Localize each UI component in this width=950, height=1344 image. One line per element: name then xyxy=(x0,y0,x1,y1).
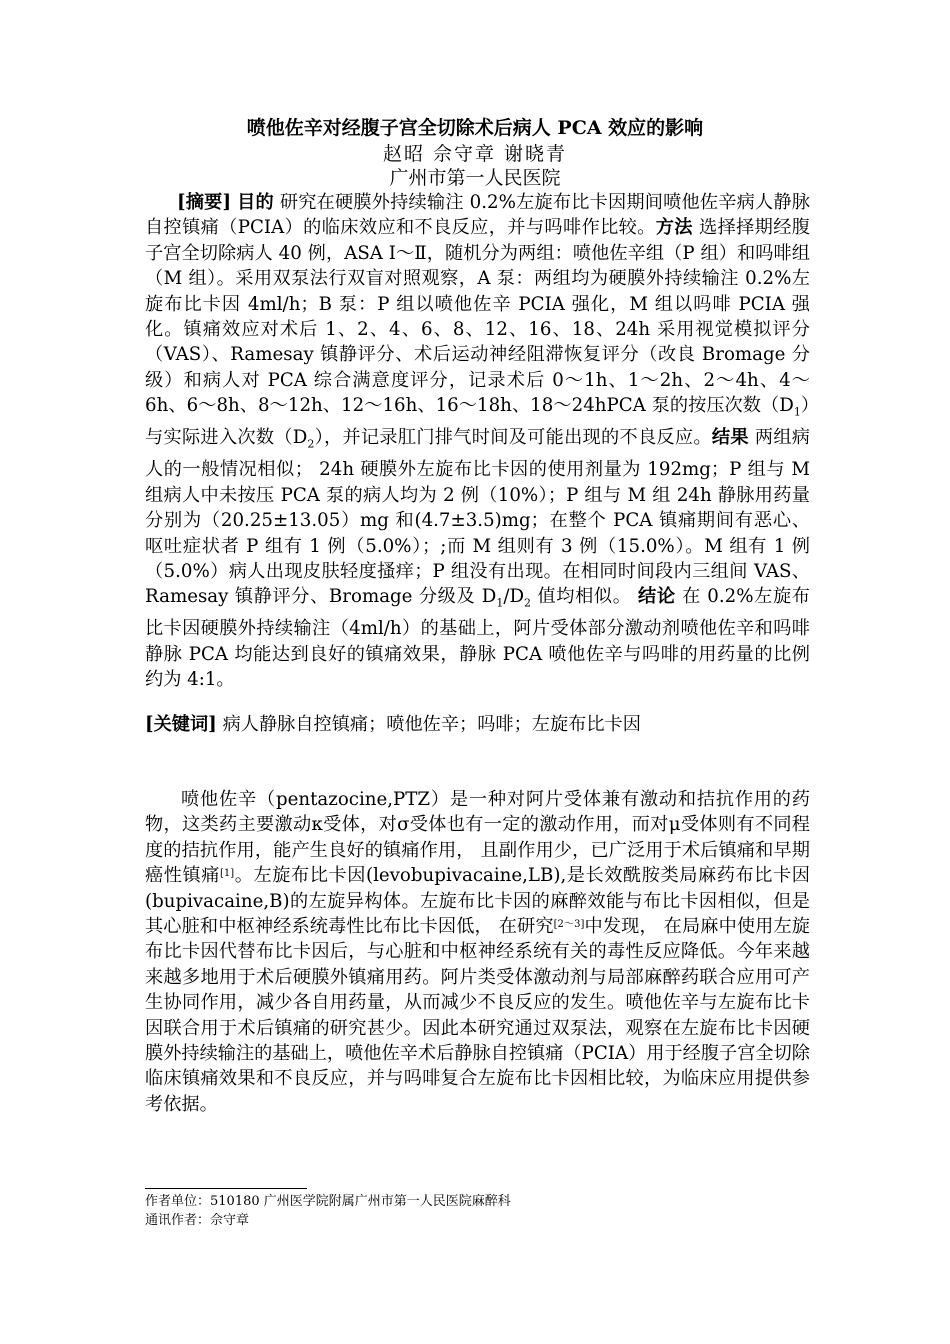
reference-1: [1] xyxy=(220,868,235,880)
paper-affiliation: 广州市第一人民医院 xyxy=(389,167,561,189)
intro-text-2: 。左旋布比卡因(levobupivacaine,LB),是长效酰胺类局麻药布比卡因(bupivacaine,B)的左旋异构体。左旋布比卡因的麻醉效能与布比卡因相似，但是其心脏和中枢神经系统毒性比布比卡因低， 在研究 xyxy=(145,865,810,938)
result-label: 结果 xyxy=(711,427,749,449)
footnote-author-unit: 作者单位：510180 广州医学院附属广州市第一人民医院麻醉科 xyxy=(145,1194,511,1209)
reference-2: [2～3] xyxy=(553,919,585,931)
keywords-line xyxy=(145,712,810,737)
purpose-text: 研究在硬膜外持续输注 0.2%左旋布比卡因期间喷他佐辛病人静脉自控镇痛（PCIA）的临床效应和不良反应，并与吗啡作比较。 xyxy=(145,192,810,239)
method-text: 选择择期经腹子宫全切除病人 40 例，ASA Ⅰ～Ⅱ，随机分为两组：喷他佐辛组（P 组）和吗啡组（M 组）。采用双泵法行双盲对照观察，A 泵：两组均为硬膜外持续输注 0.2%左旋布比卡因 4ml/h；B 泵：P 组以喷他佐辛 PCIA 强化，M 组以吗啡 PCIA 强化。镇痛效应对术后 1、2、4、6、8、12、16、18、24h 采用视觉模拟评分（VAS）、Ramesay 镇静评分、术后运动神经阻滞恢复评分（改良 Bromage 分级）和病人对 PCA 综合满意度评分，记录术后 0～1h、1～2h、2～4h、4～6h、6～8h、8～12h、12～16h、16～18h、18～24hPCA 泵的按压次数（D xyxy=(145,217,810,417)
method-label: 方法 xyxy=(655,217,693,239)
keywords-label: [关键词] xyxy=(145,714,217,735)
introduction-section xyxy=(145,787,810,1117)
abstract-label: [摘要] xyxy=(177,192,232,213)
introduction-paragraph xyxy=(145,787,810,1117)
result-subscript-1: 1 xyxy=(496,597,504,611)
result-subscript-2: 2 xyxy=(524,597,532,611)
intro-text-3: 中发现， 在局麻中使用左旋布比卡因代替布比卡因后，与心脏和中枢神经系统有关的毒性反应降低。今年来越来越多地用于术后硬膜外镇痛用药。阿片类受体激动剂与局部麻醉药联合应用可产生协同作用，减少各自用药量，从而减少不良反应的发生。喷他佐辛与左旋布比卡因联合用于术后镇痛的研究甚少。因此本研究通过双泵法，观察在左旋布比卡因硬膜外持续输注的基础上，喷他佐辛术后静脉自控镇痛（PCIA）用于经腹子宫全切除临床镇痛效果和不良反应，并与吗啡复合左旋布比卡因相比较，为临床应用提供参考依据。 xyxy=(145,916,810,1115)
abstract-section xyxy=(145,190,810,693)
result-text: 两组病人的一般情况相似； 24h 硬膜外左旋布比卡因的使用剂量为 192mg；P 组与 M 组病人中未按压 PCA 泵的病人均为 2 例（10%）；P 组与 M 组 24h 静脉用药量分别为（20.25±13.05）mg 和(4.7±3.5)mg；在整个 PCA 镇痛期间有恶心、呕吐症状者 P 组有 1 例（5.0%）；;而 M 组则有 3 例（15.0%）。M 组有 1 例（5.0%）病人出现皮肤轻度搔痒；P 组没有出现。在相同时间段内三组间 VAS、Ramesay 镇静评分、Bromage 分级及 D xyxy=(145,427,810,608)
abstract-paragraph xyxy=(145,190,810,693)
footnote-divider xyxy=(145,1188,307,1189)
paper-title: 喷他佐辛对经腹子宫全切除术后病人 PCA 效应的影响 xyxy=(246,117,704,139)
intro-text-1: 喷他佐辛（pentazocine,PTZ）是一种对阿片受体兼有激动和拮抗作用的药物，这类药主要激动κ受体，对σ受体也有一定的激动作用，而对μ受体则有不同程度的拮抗作用，能产生良好的镇痛作用， 且副作用少，已广泛用于术后镇痛和早期癌性镇痛 xyxy=(145,789,810,887)
conclusion-label: 结论 xyxy=(638,586,676,608)
result-text-2: /D xyxy=(503,586,525,608)
footnote-corresponding-author: 通讯作者：佘守章 xyxy=(145,1213,250,1228)
method-text-3: ），并记录肛门排气时间及可能出现的不良反应。 xyxy=(314,427,712,449)
conclusion-text: 在 0.2%左旋布比卡因硬膜外持续输注（4ml/h）的基础上，阿片受体部分激动剂喷他佐辛和吗啡静脉 PCA 均能达到良好的镇痛效果，静脉 PCA 喷他佐辛与吗啡的用药量的比例约为 4:1。 xyxy=(145,586,810,691)
method-subscript-2: 2 xyxy=(307,437,315,451)
keywords-text: 病人静脉自控镇痛；喷他佐辛；吗啡；左旋布比卡因 xyxy=(216,714,641,735)
method-text-2: ）与实际进入次数（D xyxy=(145,395,810,449)
purpose-label: 目的 xyxy=(237,192,274,213)
footnotes xyxy=(145,1192,511,1230)
paper-authors: 赵昭 佘守章 谢晓青 xyxy=(382,143,568,165)
result-text-3: 值均相似。 xyxy=(531,586,632,608)
method-subscript-1: 1 xyxy=(793,405,801,419)
